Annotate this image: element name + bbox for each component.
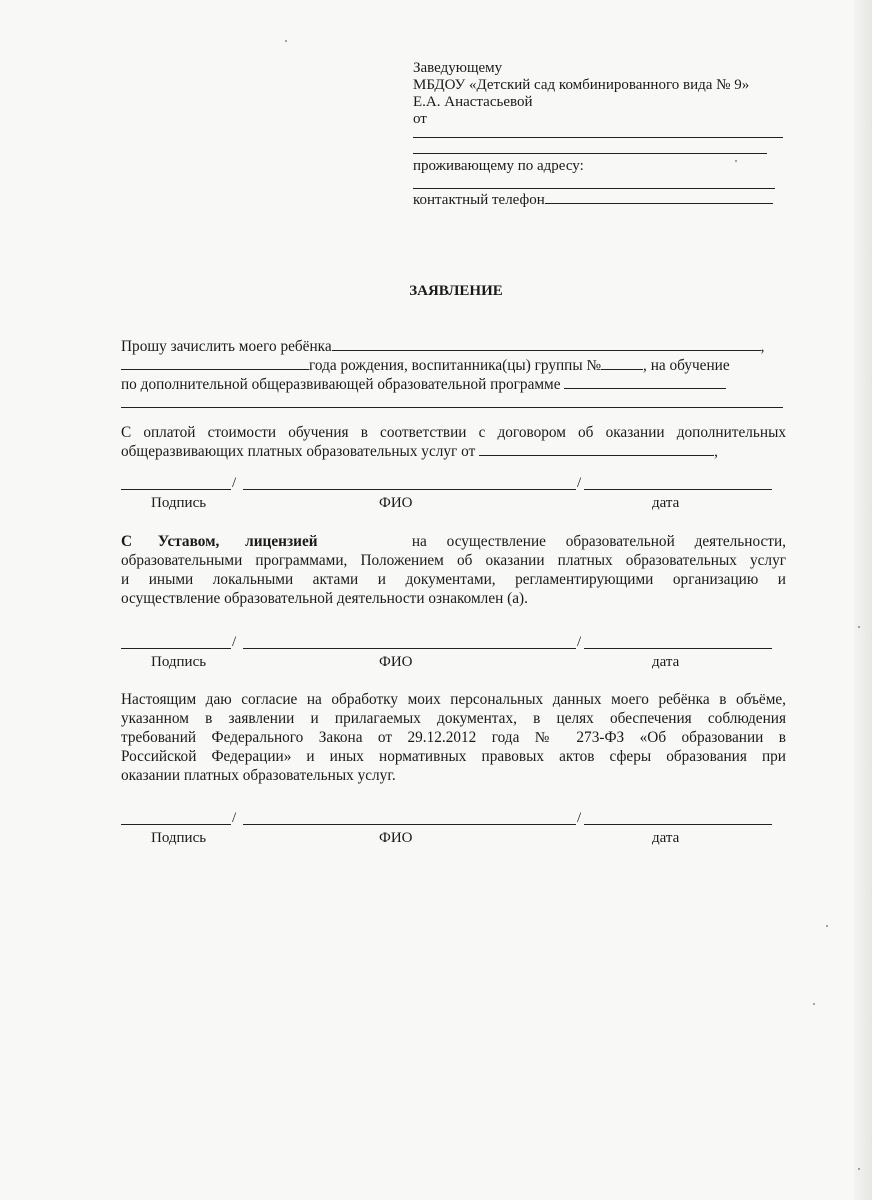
payment-line-1: С оплатой стоимости обучения в соответствии с договором об оказании дополнительных xyxy=(121,424,786,441)
fio-label: ФИО xyxy=(379,495,413,511)
program-field[interactable] xyxy=(564,375,726,389)
birth-year-field[interactable] xyxy=(121,356,309,370)
signature-block-2 xyxy=(121,636,786,672)
date-label: дата xyxy=(652,654,680,670)
fio-label: ФИО xyxy=(379,830,413,846)
separator-slash: / xyxy=(577,475,582,491)
consent-line-4: Российской Федерации» и иных нормативных правовых актов сферы образования при xyxy=(121,748,786,765)
date-label: дата xyxy=(652,495,680,511)
separator-slash: / xyxy=(577,634,582,650)
scan-speck xyxy=(826,925,828,927)
signature-field[interactable] xyxy=(121,648,231,649)
date-field[interactable] xyxy=(584,648,772,649)
signature-label: Подпись xyxy=(151,495,207,511)
consent-line-3: требований Федерального Закона от 29.12.2012 года № 273-ФЗ «Об образовании в xyxy=(121,729,786,746)
separator-slash: / xyxy=(577,810,582,826)
enroll-comma: , xyxy=(760,338,765,355)
address-line[interactable] xyxy=(413,188,775,189)
scan-speck xyxy=(285,40,287,42)
fio-field[interactable] xyxy=(243,648,576,649)
charter-text-1: на осуществление образовательной деятельности, xyxy=(411,533,786,550)
signature-label: Подпись xyxy=(151,830,207,846)
child-name-field[interactable] xyxy=(332,337,761,351)
from-label: от xyxy=(413,111,427,127)
consent-line-2: указанном в заявлении и прилагаемых документах, в целях обеспечения соблюдения xyxy=(121,710,786,727)
phone-row xyxy=(413,190,793,209)
signature-block-1 xyxy=(121,477,786,513)
scan-speck xyxy=(858,626,860,628)
payment-comma: , xyxy=(714,443,718,460)
date-field[interactable] xyxy=(584,489,772,490)
charter-bold-text: С Уставом, лицензией xyxy=(121,533,318,550)
payment-paragraph xyxy=(121,423,786,461)
enroll-text-2: года рождения, воспитанника(цы) группы № xyxy=(309,357,602,374)
payment-line-2 xyxy=(121,442,786,461)
charter-line-4: осуществление образовательной деятельности ознакомлен (а). xyxy=(121,590,528,607)
fio-field[interactable] xyxy=(243,489,576,490)
date-label: дата xyxy=(652,830,680,846)
address-label: проживающему по адресу: xyxy=(413,158,584,174)
group-number-field[interactable] xyxy=(601,356,643,370)
enroll-line-2 xyxy=(121,356,786,375)
enrollment-paragraph xyxy=(121,337,786,408)
separator-slash: / xyxy=(232,810,237,826)
charter-line-3: и иными локальными актами и документами, регламентирующими организацию и xyxy=(121,571,786,588)
signature-field[interactable] xyxy=(121,489,231,490)
separator-slash: / xyxy=(232,475,237,491)
enroll-line-1 xyxy=(121,337,786,356)
charter-line-2: образовательными программами, Положением об оказании платных образовательных услуг xyxy=(121,552,786,569)
fio-field[interactable] xyxy=(243,824,576,825)
enroll-text-3: , на обучение xyxy=(643,357,730,374)
consent-line-1: Настоящим даю согласие на обработку моих персональных данных моего ребёнка в объёме, xyxy=(121,691,786,708)
from-name-line-2[interactable] xyxy=(413,153,767,154)
addressee-name: Е.А. Анастасьевой xyxy=(413,94,533,110)
contract-date-field[interactable] xyxy=(479,442,714,456)
enroll-text-1: Прошу зачислить моего ребёнка xyxy=(121,338,332,355)
separator-slash: / xyxy=(232,634,237,650)
enroll-line-3 xyxy=(121,375,786,394)
from-name-line-1[interactable] xyxy=(413,137,783,138)
document-title: ЗАЯВЛЕНИЕ xyxy=(409,283,503,299)
addressee-organization: МБДОУ «Детский сад комбинированного вида № 9» xyxy=(413,77,750,93)
phone-label: контактный телефон xyxy=(413,192,545,208)
phone-field[interactable] xyxy=(545,190,773,204)
addressee-block xyxy=(413,60,793,209)
signature-block-3 xyxy=(121,812,786,848)
consent-paragraph xyxy=(121,690,786,785)
scan-speck xyxy=(858,1168,860,1170)
date-field[interactable] xyxy=(584,824,772,825)
charter-line-1 xyxy=(121,532,786,551)
charter-paragraph xyxy=(121,532,786,608)
signature-field[interactable] xyxy=(121,824,231,825)
payment-text: общеразвивающих платных образовательных услуг от xyxy=(121,443,476,460)
scan-speck xyxy=(813,1003,815,1005)
page-edge-shadow xyxy=(854,0,872,1200)
program-field-line-2[interactable] xyxy=(121,407,783,408)
signature-label: Подпись xyxy=(151,654,207,670)
fio-label: ФИО xyxy=(379,654,413,670)
addressee-position: Заведующему xyxy=(413,60,503,76)
enroll-text-4: по дополнительной общеразвивающей образовательной программе xyxy=(121,376,561,393)
consent-line-5: оказании платных образовательных услуг. xyxy=(121,767,396,784)
